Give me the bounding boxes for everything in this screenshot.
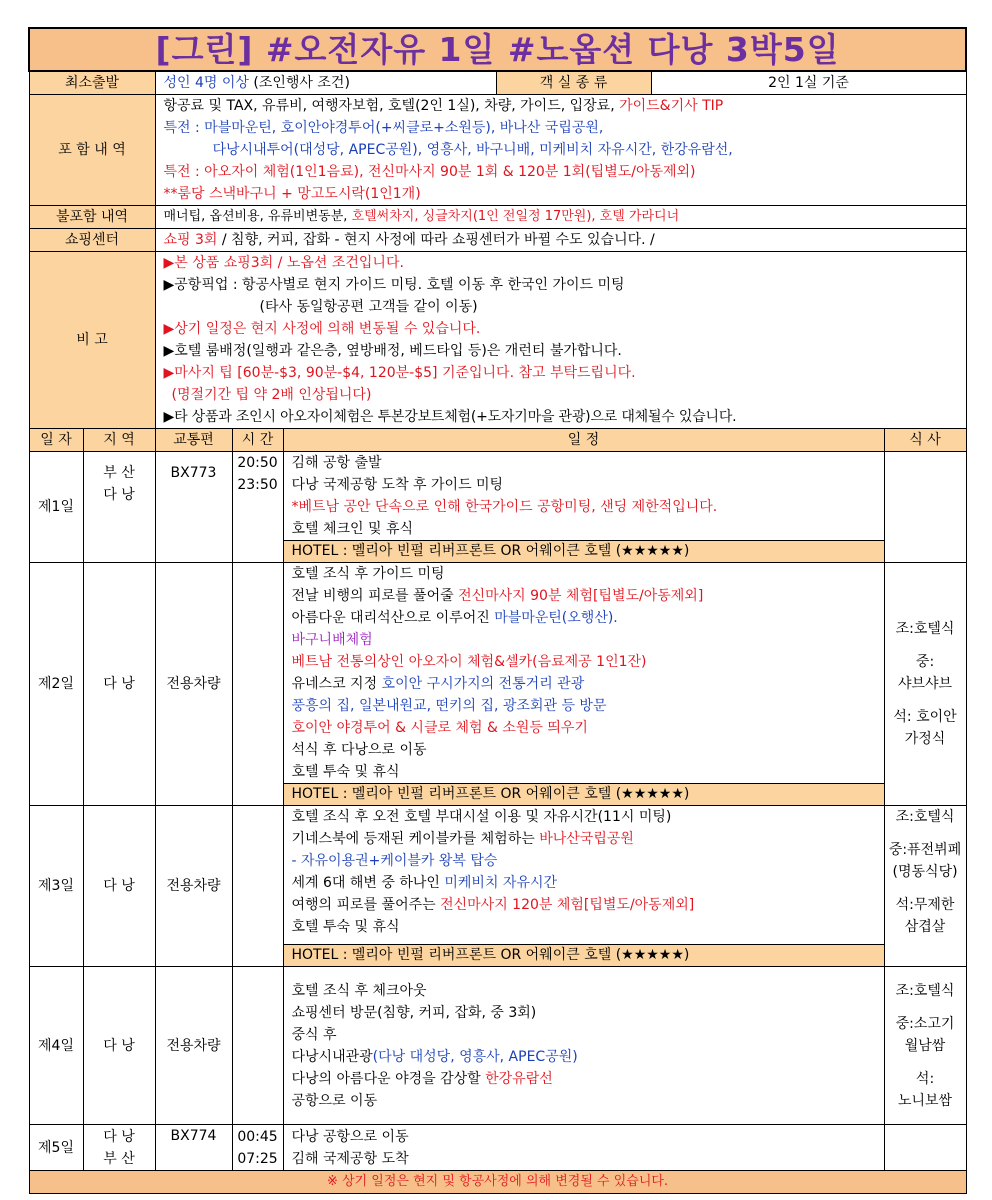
min-departure-value	[155, 71, 496, 95]
day-4-line-e-text: 다낭의 아름다운 야경을 감상할	[291, 1070, 486, 1087]
day-1-time-arrive: 23:50	[237, 477, 278, 493]
includes-line-4: 특전 : 아오자이 체험(1인1음료), 전신마사지 90분 1회 & 120분 1회(팁별도/아동제외)	[163, 164, 696, 180]
includes-line-1	[164, 95, 966, 117]
day-3-line-f: 호텔 투숙 및 휴식	[291, 919, 400, 935]
day-1-time	[232, 452, 283, 563]
day-2-line-f-highlight: 호이안 구시가지의 전통거리 관광	[381, 676, 585, 692]
header-meals: 식 사	[884, 429, 966, 452]
day-1-line-a: 김해 공항 출발	[291, 455, 382, 471]
note-line-4: ▶상기 일정은 현지 사정에 의해 변동될 수 있습니다.	[163, 321, 481, 337]
day-2-dinner-label: 석: 호이안	[893, 709, 957, 725]
day-4-line-c: 중식 후	[291, 1026, 337, 1043]
day-2-line-b	[292, 585, 884, 607]
day-4-line-f: 공항으로 이동	[291, 1092, 378, 1109]
day-4-breakfast: 조:호텔식	[895, 982, 955, 999]
room-type-value: 2인 1실 기준	[651, 71, 966, 95]
day-3-line-e	[292, 894, 884, 916]
day-2-line-c	[292, 607, 884, 629]
day-3-itinerary	[283, 806, 884, 945]
day-4-itinerary	[283, 967, 884, 1125]
note-line-2: ▶공항픽업 : 항공사별로 현지 가이드 미팅. 호텔 이동 후 한국인 가이드 미팅	[163, 277, 625, 293]
day-4-label: 제4일	[29, 967, 83, 1125]
includes-content	[155, 95, 966, 206]
day-1-itinerary	[283, 452, 884, 541]
day-1-region-from: 부 산	[103, 465, 135, 481]
day-5-itinerary	[283, 1125, 884, 1171]
day-4-region: 다 낭	[83, 967, 155, 1125]
note-line-7: (명절기간 팁 약 2배 인상됩니다)	[171, 387, 372, 403]
day-3-dinner: 석:무제한	[895, 897, 955, 913]
day-5-line-a: 다낭 공항으로 이동	[291, 1128, 409, 1145]
room-type-label: 객 실 종 류	[496, 71, 651, 95]
day-5-line-b: 김해 국제공항 도착	[291, 1150, 409, 1167]
day-3-region: 다 낭	[83, 806, 155, 967]
day-1-label: 제1일	[29, 452, 83, 563]
day-3-line-b-text: 기네스북에 등재된 케이블카를 체험하는	[291, 831, 540, 847]
title-bar	[29, 28, 966, 71]
day-2-line-g: 풍흥의 집, 일본내원교, 떤키의 집, 광조회관 등 방문	[291, 698, 607, 714]
min-departure-condition: (조인행사 조건)	[248, 75, 350, 91]
day-3-hotel: HOTEL : 멜리아 빈펄 리버프론트 OR 어웨이큰 호텔 (★★★★★)	[283, 945, 884, 967]
day-3-meals	[884, 806, 966, 967]
notes-label: 비 고	[29, 252, 155, 429]
day-4-line-b: 쇼핑센터 방문(침향, 커피, 잡화, 중 3회)	[291, 1004, 537, 1021]
day-2-line-f-text: 유네스코 지정	[291, 676, 382, 692]
itinerary-table	[28, 27, 967, 1194]
day-5-region-to: 부 산	[103, 1150, 135, 1167]
day-2-line-c-highlight: 마블마운틴(오행산).	[494, 610, 618, 626]
day-2-lunch: 샤브샤브	[897, 676, 953, 692]
day-4-line-d-highlight: (다낭 대성당, 영흥사, APEC공원)	[372, 1048, 578, 1065]
page-title: [그린] #오전자유 1일 #노옵션 다낭 3박5일	[155, 30, 840, 69]
day-5-transport: BX774	[155, 1125, 232, 1171]
header-transport: 교통편	[155, 429, 232, 452]
day-3-transport: 전용차량	[155, 806, 232, 967]
notes-content	[155, 252, 966, 429]
day-2-line-c-text: 아름다운 대리석산으로 이루어진	[291, 610, 495, 626]
excludes-surcharge: 호텔써차지, 싱글차지(1인 전일정 17만원), 호텔 가라디너	[351, 209, 680, 224]
day-2-line-j: 호텔 투숙 및 휴식	[291, 764, 400, 780]
day-2-line-f	[292, 673, 884, 695]
note-line-8: ▶타 상품과 조인시 아오자이체험은 투본강보트체험(+도자기마을 관광)으로 대체될수 있습니다.	[163, 409, 737, 425]
day-5-time-arrive: 07:25	[237, 1150, 278, 1167]
footer-note: ※ 상기 일정은 현지 및 항공사정에 의해 변경될 수 있습니다.	[29, 1171, 966, 1194]
day-1-transport: BX773	[155, 452, 232, 563]
day-4-lunch-item: 월남쌈	[904, 1037, 946, 1054]
day-3-line-b	[292, 828, 884, 850]
day-1-line-b: 다낭 국제공항 도착 후 가이드 미팅	[291, 477, 504, 493]
shopping-items: / 침향, 커피, 잡화 - 현지 사정에 따라 쇼핑센터가 바뀔 수도 있습니다. /	[217, 232, 655, 248]
includes-line-5: **룸당 스낵바구니 + 망고도시락(1인1개)	[163, 186, 421, 202]
includes-label: 포 함 내 역	[29, 95, 155, 206]
day-3-line-c: - 자유이용권+케이블카 왕복 탑승	[291, 853, 498, 869]
day-4-line-e	[292, 1068, 884, 1090]
day-4-dinner: 석:	[915, 1070, 935, 1087]
day-1-hotel: HOTEL : 멜리아 빈펄 리버프론트 OR 어웨이큰 호텔 (★★★★★)	[283, 541, 884, 563]
day-1-region-to: 다 낭	[103, 487, 135, 503]
day-2-line-e: 베트남 전통의상인 아오자이 체험&셀카(음료제공 1인1잔)	[291, 654, 647, 670]
note-line-3: (타사 동일항공편 고객들 같이 이동)	[259, 299, 478, 315]
day-5-region-from: 다 낭	[103, 1128, 135, 1145]
day-5-label: 제5일	[29, 1125, 83, 1171]
day-2-transport: 전용차량	[155, 563, 232, 806]
excludes-label: 불포함 내역	[29, 206, 155, 229]
day-3-line-e-highlight: 전신마사지 120분 체험[팁별도/아동제외]	[440, 897, 695, 913]
header-region: 지 역	[83, 429, 155, 452]
min-departure-count: 성인 4명 이상	[163, 75, 249, 91]
note-line-1: ▶본 상품 쇼핑3회 / 노옵션 조건입니다.	[163, 255, 404, 271]
shopping-label: 쇼핑센터	[29, 229, 155, 252]
day-2-dinner: 가정식	[904, 731, 946, 747]
day-3-dinner-item: 삼겹살	[904, 919, 946, 935]
header-day: 일 자	[29, 429, 83, 452]
day-4-line-d-text: 다낭시내관광	[291, 1048, 373, 1065]
day-2-line-b-text: 전날 비행의 피로를 풀어줄	[291, 588, 459, 604]
day-2-line-i: 석식 후 다낭으로 이동	[291, 742, 427, 758]
day-4-transport: 전용차량	[155, 967, 232, 1125]
day-5-time-depart: 00:45	[237, 1128, 278, 1145]
day-1-line-c: *베트남 공안 단속으로 인해 한국가이드 공항미팅, 샌딩 제한적입니다.	[291, 499, 718, 515]
note-line-5: ▶호텔 룸배정(일행과 같은층, 옆방배정, 베드타입 등)은 개런티 불가합니다.	[163, 343, 622, 359]
day-4-lunch: 중:소고기	[895, 1015, 955, 1032]
day-3-line-d	[292, 872, 884, 894]
itinerary-sheet	[28, 27, 965, 1194]
day-2-line-d: 바구니배체험	[291, 632, 373, 648]
includes-line-2: 특전 : 마블마운틴, 호이안야경투어(+씨클로+소원등), 바나산 국립공원,	[163, 120, 604, 136]
day-4-time	[232, 967, 283, 1125]
includes-line-3: 다낭시내투어(대성당, APEC공원), 영흥사, 바구니배, 미케비치 자유시간, 한강유람선,	[212, 142, 733, 158]
header-itinerary: 일 정	[283, 429, 884, 452]
shopping-content	[155, 229, 966, 252]
day-3-line-d-text: 세계 6대 해변 중 하나인	[291, 875, 445, 891]
day-3-line-d-highlight: 미케비치 자유시간	[444, 875, 558, 891]
day-5-meals	[884, 1125, 966, 1171]
day-2-label: 제2일	[29, 563, 83, 806]
excludes-basic: 매너팁, 옵션비용, 유류비변동분,	[163, 209, 352, 224]
day-4-meals	[884, 967, 966, 1125]
day-2-line-h: 호이안 야경투어 & 시클로 체험 & 소원등 띄우기	[291, 720, 588, 736]
header-time: 시 간	[232, 429, 283, 452]
day-4-dinner-item: 노니보쌈	[897, 1092, 953, 1109]
note-line-6: ▶마사지 팁 [60분-$3, 90분-$4, 120분-$5] 기준입니다. 참고 부탁드립니다.	[163, 365, 636, 381]
day-5-time	[232, 1125, 283, 1171]
day-3-line-e-text: 여행의 피로를 풀어주는	[291, 897, 441, 913]
day-1-region	[83, 452, 155, 563]
day-2-hotel: HOTEL : 멜리아 빈펄 리버프론트 OR 어웨이큰 호텔 (★★★★★)	[283, 784, 884, 806]
day-3-line-a: 호텔 조식 후 오전 호텔 부대시설 이용 및 자유시간(11시 미팅)	[291, 809, 672, 825]
day-2-itinerary	[283, 563, 884, 784]
day-1-time-depart: 20:50	[237, 455, 278, 471]
includes-tip: 가이드&기사 TIP	[619, 98, 724, 114]
day-1-line-d: 호텔 체크인 및 휴식	[291, 521, 414, 537]
day-1-meals	[884, 452, 966, 563]
excludes-content	[155, 206, 966, 229]
day-2-time	[232, 563, 283, 806]
day-3-time	[232, 806, 283, 967]
day-3-line-b-highlight: 바나산국립공원	[539, 831, 634, 847]
day-2-breakfast: 조:호텔식	[895, 621, 955, 637]
day-5-region	[83, 1125, 155, 1171]
day-4-line-e-highlight: 한강유람선	[485, 1070, 553, 1087]
day-2-lunch-label: 중:	[915, 654, 935, 670]
day-3-breakfast: 조:호텔식	[895, 809, 955, 825]
day-2-meals	[884, 563, 966, 806]
includes-basic: 항공료 및 TAX, 유류비, 여행자보험, 호텔(2인 1실), 차량, 가이드, 입장료,	[163, 98, 620, 114]
day-4-line-a: 호텔 조식 후 체크아웃	[291, 982, 427, 999]
day-4-line-d	[292, 1046, 884, 1068]
min-departure-label: 최소출발	[29, 71, 155, 95]
day-2-line-a: 호텔 조식 후 가이드 미팅	[291, 566, 445, 582]
day-3-lunch-place: (명동식당)	[892, 864, 958, 880]
day-2-line-b-highlight: 전신마사지 90분 체험[팁별도/아동제외]	[458, 588, 704, 604]
day-3-label: 제3일	[29, 806, 83, 967]
day-3-lunch: 중:퓨전뷔페	[888, 842, 962, 858]
shopping-count: 쇼핑 3회	[163, 232, 218, 248]
day-2-region: 다 낭	[83, 563, 155, 806]
